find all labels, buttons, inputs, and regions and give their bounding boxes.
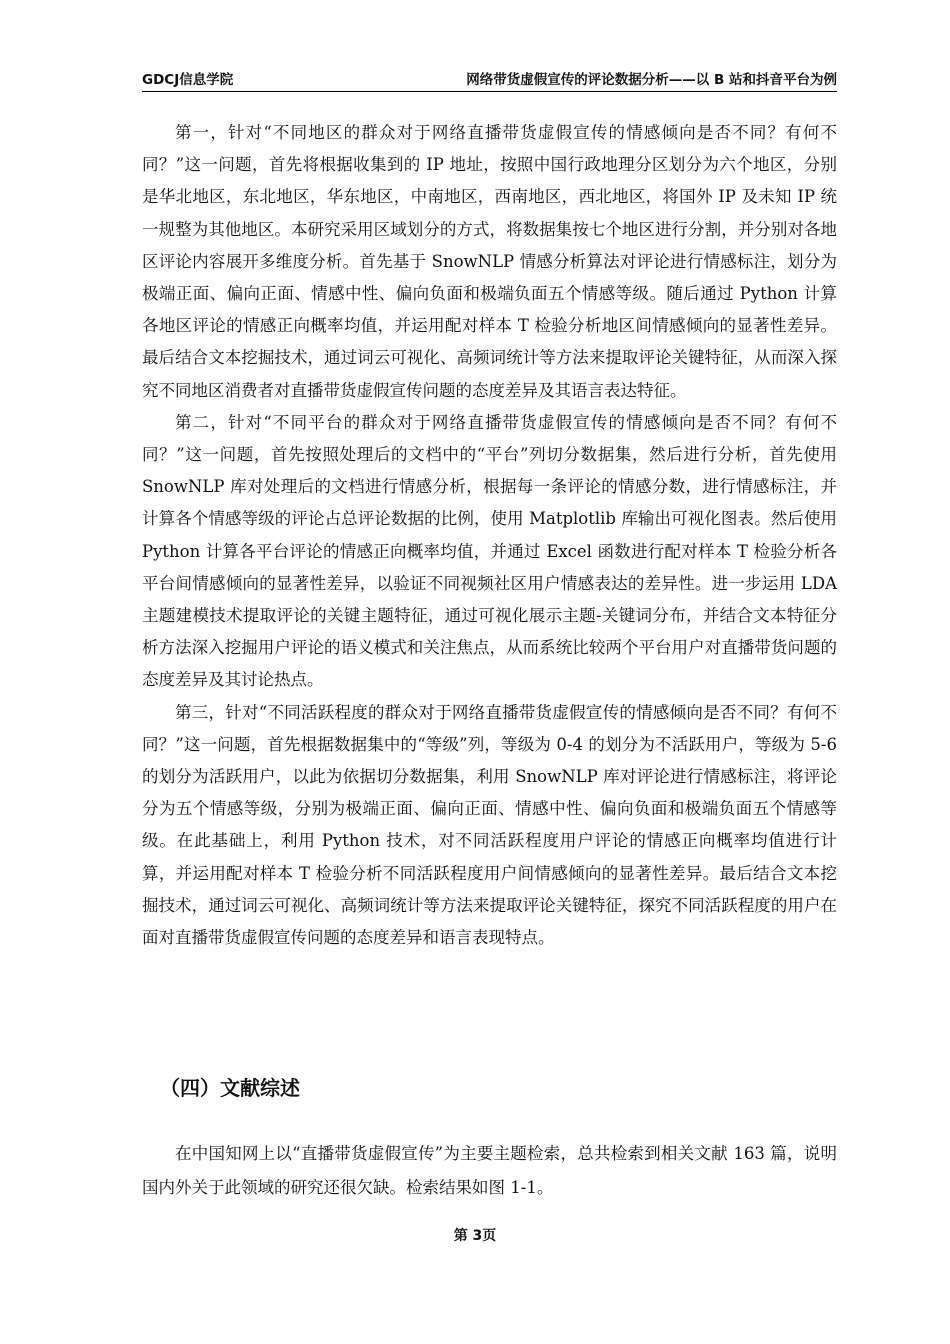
page-header <box>142 67 837 92</box>
paragraph-2: 第二，针对“不同平台的群众对于网络直播带货虚假宣传的情感倾向是否不同？有何不同？”这一问题，首先按照处理后的文档中的“平台”列切分数据集，然后进行分析，首先使用 SnowNLP 库对处理后的文档进行情感分析，根据每一条评论的情感分数，进行情感标注，并计算各个情感等级的评论占总评论数据的比例，使用 Matplotlib 库输出可视化图表。然后使用 Python 计算各平台评论的情感正向概率均值，并通过 Excel 函数进行配对样本 T 检验分析各平台间情感倾向的显著性差异，以验证不同视频社区用户情感表达的差异性。进一步运用 LDA 主题建模技术提取评论的关键主题特征，通过可视化展示主题-关键词分布，并结合文本特征分析方法深入挖掘用户评论的语义模式和关注焦点，从而系统比较两个平台用户对直播带货问题的态度差异及其讨论热点。 <box>142 412 837 690</box>
paragraph-3: 第三，针对“不同活跃程度的群众对于网络直播带货虚假宣传的情感倾向是否不同？有何不同？”这一问题，首先根据数据集中的“等级”列，等级为 0-4 的划分为不活跃用户，等级为 5-6 的划分为活跃用户，以此为依据切分数据集，利用 SnowNLP 库对评论进行情感标注，将评论分为五个情感等级，分别为极端正面、偏向正面、情感中性、偏向负面和极端负面五个情感等级。在此基础上，利用 Python 技术，对不同活跃程度用户评论的情感正向概率均值进行计算，并运用配对样本 T 检验分析不同活跃程度用户间情感倾向的显著性差异。最后结合文本挖掘技术，通过词云可视化、高频词统计等方法来提取评论关键特征，探究不同活跃程度的用户在面对直播带货虚假宣传问题的态度差异和语言表现特点。 <box>142 702 837 948</box>
header-title: 网络带货虚假宣传的评论数据分析——以 B 站和抖音平台为例 <box>466 72 837 88</box>
page-number: 第 3页 <box>453 1228 497 1244</box>
body-text <box>142 117 837 954</box>
header-school: GDCJ信息学院 <box>142 72 234 88</box>
paragraph-1: 第一，针对“不同地区的群众对于网络直播带货虚假宣传的情感倾向是否不同？有何不同？”这一问题，首先将根据收集到的 IP 地址，按照中国行政地理分区划分为六个地区，分别是华北地区，东北地区，华东地区，中南地区，西南地区，西北地区，将国外 IP 及未知 IP 统一规整为其他地区。本研究采用区域划分的方式，将数据集按七个地区进行分割，并分别对各地区评论内容展开多维度分析。首先基于 SnowNLP 情感分析算法对评论进行情感标注，划分为极端正面、偏向正面、情感中性、偏向负面和极端负面五个情感等级。随后通过 Python 计算各地区评论的情感正向概率均值，并运用配对样本 T 检验分析地区间情感倾向的显著性差异。最后结合文本挖掘技术，通过词云可视化、高频词统计等方法来提取评论关键特征，从而深入探究不同地区消费者对直播带货虚假宣传问题的态度差异及其语言表达特征。 <box>142 123 837 400</box>
literature-text <box>142 1137 837 1205</box>
literature-paragraph: 在中国知网上以“直播带货虚假宣传”为主要主题检索，总共检索到相关文献 163 篇，说明国内外关于此领域的研究还很欠缺。检索结果如图 1-1。 <box>142 1144 837 1197</box>
section-heading: （四）文献综述 <box>160 1076 300 1100</box>
